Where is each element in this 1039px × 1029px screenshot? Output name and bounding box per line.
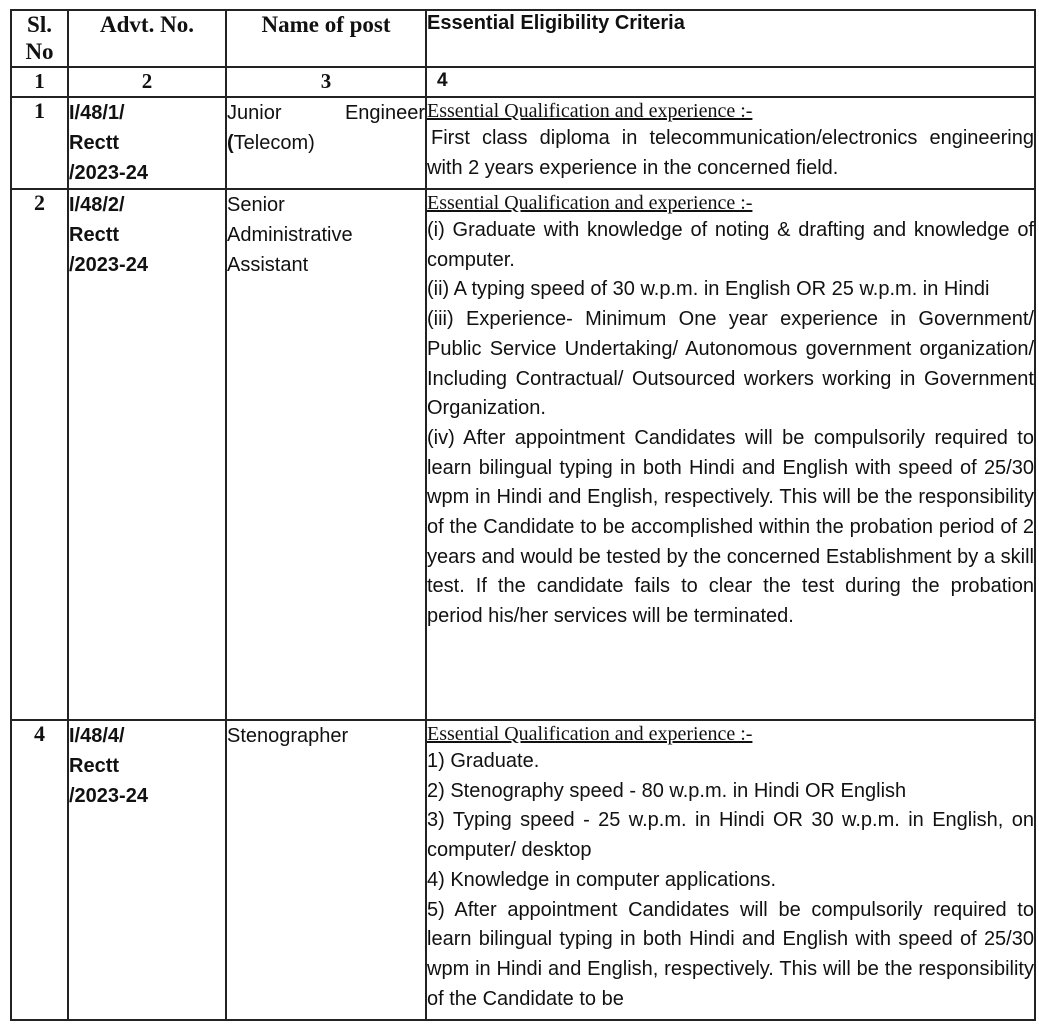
advt-number	[68, 720, 226, 1020]
header-advt-no: Advt. No.	[68, 10, 226, 67]
criteria-item: (iii) Experience- Minimum One year experience in Government/ Public Service Undertaking/ Autonomous government organization/ Including Contractual/ Outsourced workers working in Government Organization.	[427, 308, 1034, 420]
post-line	[227, 98, 425, 128]
criteria-item: 3) Typing speed - 25 w.p.m. in Hindi OR 30 w.p.m. in English, on computer/ desktop	[427, 809, 1034, 862]
criteria-item: First class diploma in telecommunication/electronics engineering with 2 years experience in the concerned field.	[427, 127, 1034, 179]
advt-number	[68, 97, 226, 189]
advt-line: /2023-24	[69, 785, 148, 807]
criteria-item: 5) After appointment Candidates will be compulsorily required to learn bilingual typing in both Hindi and English with speed of 25/30 wpm in Hindi and English, respectively. This will be the responsibility of the Candidate to be	[427, 898, 1034, 1010]
post-name	[226, 97, 426, 189]
post-word: Junior	[227, 102, 282, 124]
column-number-4: 4	[426, 67, 1035, 97]
table-row	[11, 97, 1035, 189]
criteria-title: Essential Qualification and experience :-	[427, 723, 753, 745]
header-row	[11, 10, 1035, 67]
post-word: Telecom)	[233, 132, 315, 154]
criteria-item: 2) Stenography speed - 80 w.p.m. in Hindi OR English	[427, 779, 907, 802]
table-row	[11, 189, 1035, 720]
advt-line: Rectt	[69, 132, 120, 154]
advt-line: I/48/1/	[69, 102, 125, 124]
post-line: Senior	[227, 194, 285, 216]
eligibility-criteria	[426, 189, 1035, 720]
advt-line: I/48/4/	[69, 725, 125, 747]
header-eligibility-criteria: Essential Eligibility Criteria	[426, 10, 1035, 67]
header-sl-no	[11, 10, 68, 67]
header-sl-line2: No	[25, 39, 54, 64]
advt-line: I/48/2/	[69, 194, 125, 216]
column-number-2: 2	[68, 67, 226, 97]
eligibility-criteria	[426, 97, 1035, 189]
criteria-item: (i) Graduate with knowledge of noting & drafting and knowledge of computer.	[427, 219, 1034, 271]
post-paren: (	[227, 132, 234, 154]
post-word: Engineer	[344, 102, 425, 124]
criteria-item: 4) Knowledge in computer applications.	[427, 868, 777, 891]
advt-line: /2023-24	[69, 254, 148, 276]
advt-line: Rectt	[69, 755, 120, 777]
sl-number: 1	[11, 97, 68, 189]
post-line: Assistant	[227, 254, 309, 276]
criteria-item: 1) Graduate.	[427, 750, 540, 772]
criteria-title: Essential Qualification and experience :-	[427, 100, 753, 122]
header-sl-line1: Sl.	[27, 12, 52, 37]
column-number-1: 1	[11, 67, 68, 97]
criteria-item: (iv) After appointment Candidates will be compulsorily required to learn bilingual typing in both Hindi and English with speed of 25/30 wpm in Hindi and English, respectively. This will be the responsibility of the Candidate to be accomplished within the probation period of 2 years and would be tested by the concerned Establishment by a skill test. If the candidate fails to clear the test during the probation period his/her services will be terminated.	[427, 426, 1034, 628]
sl-number: 4	[11, 720, 68, 1020]
column-number-row	[11, 67, 1035, 97]
eligibility-criteria	[426, 720, 1035, 1020]
sl-number: 2	[11, 189, 68, 720]
advt-line: /2023-24	[69, 162, 148, 184]
post-name	[226, 720, 426, 1020]
advt-number	[68, 189, 226, 720]
header-name-of-post: Name of post	[226, 10, 426, 67]
post-line: Stenographer	[227, 725, 349, 747]
post-name	[226, 189, 426, 720]
eligibility-table	[10, 9, 1036, 1021]
column-number-3: 3	[226, 67, 426, 97]
table-row	[11, 720, 1035, 1020]
advt-line: Rectt	[69, 224, 120, 246]
post-line	[227, 128, 425, 158]
criteria-title: Essential Qualification and experience :-	[427, 192, 753, 214]
post-line: Administrative	[227, 224, 353, 246]
criteria-item: (ii) A typing speed of 30 w.p.m. in English OR 25 w.p.m. in Hindi	[427, 278, 990, 301]
